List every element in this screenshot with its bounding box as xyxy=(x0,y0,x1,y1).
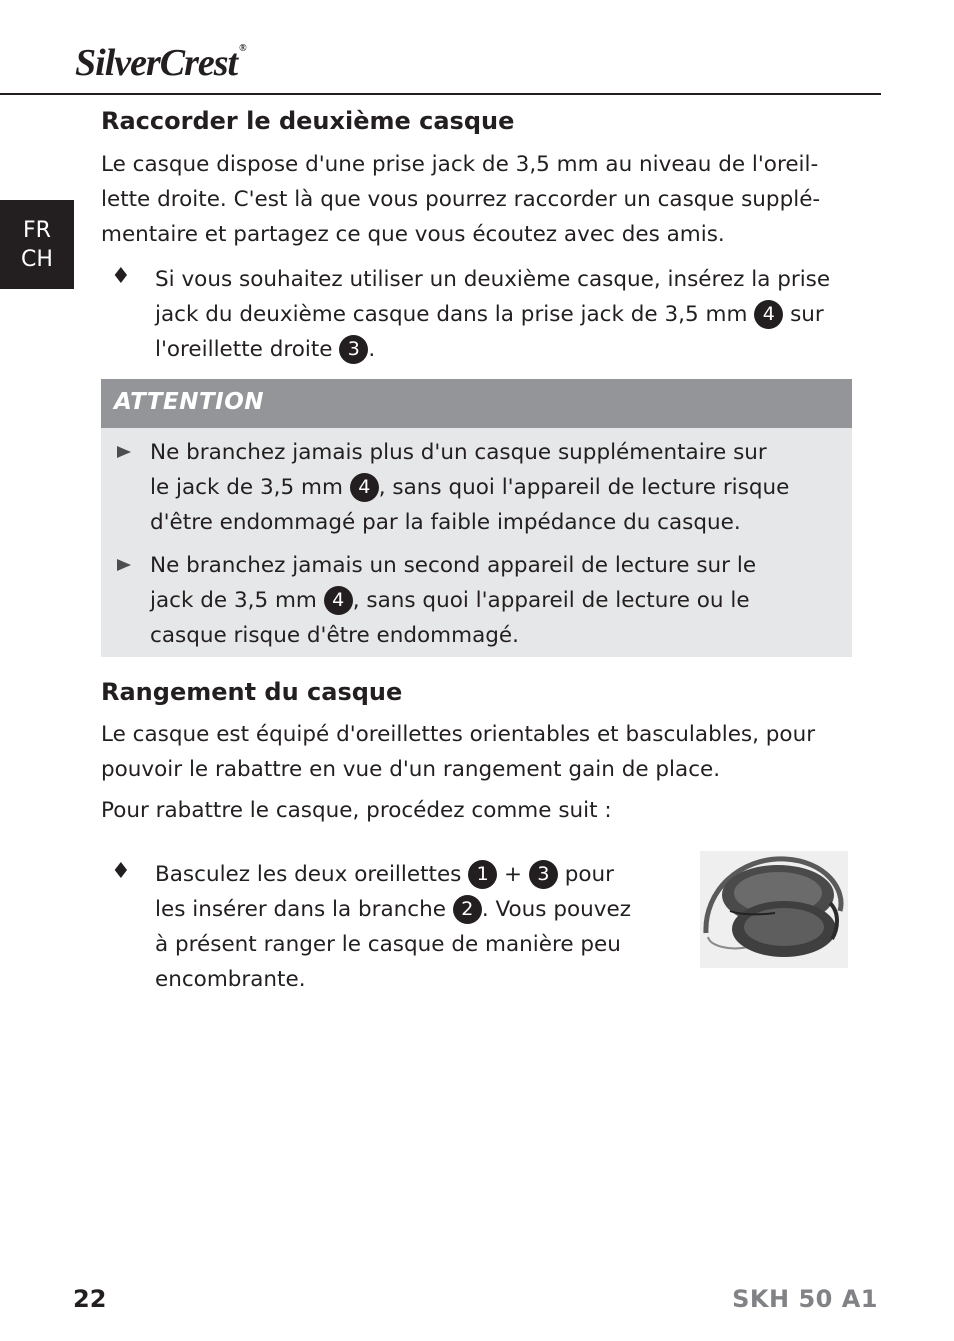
text-line xyxy=(150,470,850,505)
text-line xyxy=(155,297,845,332)
callout-number-badge: 3 xyxy=(529,860,558,889)
text-line xyxy=(150,583,850,618)
text-segment: Basculez les deux oreillettes xyxy=(155,862,469,887)
model-number: SKH 50 A1 xyxy=(732,1285,878,1313)
callout-number-badge: 1 xyxy=(468,860,497,889)
text-segment: , sans quoi l'appareil de lecture ou le xyxy=(352,588,750,613)
attention-warning-box xyxy=(101,379,852,657)
logo-text: SilverCrest xyxy=(75,42,238,84)
language-code-fr: FR xyxy=(23,218,51,243)
header-divider xyxy=(0,93,881,95)
section-heading-storing-headset: Rangement du casque xyxy=(101,678,403,706)
text-line: Ne branchez jamais un second appareil de lecture sur le xyxy=(150,553,757,578)
text-line xyxy=(155,332,845,367)
text-line: Ne branchez jamais plus d'un casque supplémentaire sur xyxy=(150,440,767,465)
folded-headphones-icon xyxy=(700,851,848,968)
text-line: Le casque est équipé d'oreillettes orientables et basculables, pour xyxy=(101,722,816,747)
text-segment: . Vous pouvez xyxy=(481,897,632,922)
diamond-bullet-icon: ♦ xyxy=(111,264,131,289)
section1-bullet-text xyxy=(155,262,845,367)
text-segment: les insérer dans la branche xyxy=(155,897,453,922)
callout-number-badge: 2 xyxy=(453,895,482,924)
text-line: mentaire et partagez ce que vous écoutez avec des amis. xyxy=(101,222,725,247)
text-segment: sur xyxy=(783,302,824,327)
section2-bullet-text xyxy=(155,857,675,997)
text-segment: , sans quoi l'appareil de lecture risque xyxy=(378,475,790,500)
language-code-ch: CH xyxy=(21,247,53,272)
text-segment: l'oreillette droite xyxy=(155,337,340,362)
folded-headphones-image xyxy=(700,851,848,968)
text-line: d'être endommagé par la faible impédance du casque. xyxy=(150,510,741,535)
text-line: Le casque dispose d'une prise jack de 3,5 mm au niveau de l'oreil- xyxy=(101,152,819,177)
text-line: encombrante. xyxy=(155,967,306,992)
attention-title: ATTENTION xyxy=(114,389,265,415)
section2-intro-paragraph xyxy=(101,717,841,787)
text-line xyxy=(155,857,675,892)
text-segment: . xyxy=(368,337,376,362)
language-tab xyxy=(0,200,74,289)
text-line: casque risque d'être endommagé. xyxy=(150,623,519,648)
section2-procedure-text: Pour rabattre le casque, procédez comme suit : xyxy=(101,798,612,823)
callout-number-badge: 4 xyxy=(324,586,353,615)
text-segment: + xyxy=(497,862,529,887)
callout-number-badge: 4 xyxy=(754,300,783,329)
arrow-bullet-icon xyxy=(117,559,131,571)
section-heading-connect-second-headset: Raccorder le deuxième casque xyxy=(101,107,515,135)
text-segment: pour xyxy=(557,862,615,887)
callout-number-badge: 4 xyxy=(350,473,379,502)
logo-registered-mark: ® xyxy=(239,43,246,54)
attention-item xyxy=(150,548,850,653)
arrow-bullet-icon xyxy=(117,446,131,458)
text-segment: jack de 3,5 mm xyxy=(150,588,324,613)
text-line: pouvoir le rabattre en vue d'un rangement gain de place. xyxy=(101,757,721,782)
callout-number-badge: 3 xyxy=(339,335,368,364)
section1-intro-paragraph xyxy=(101,147,841,252)
brand-logo xyxy=(75,44,246,82)
text-line xyxy=(155,892,675,927)
text-segment: le jack de 3,5 mm xyxy=(150,475,350,500)
text-segment: jack du deuxième casque dans la prise jack de 3,5 mm xyxy=(155,302,755,327)
text-line: à présent ranger le casque de manière peu xyxy=(155,932,621,957)
attention-header-bar xyxy=(101,379,852,428)
attention-item xyxy=(150,435,850,540)
text-line: Si vous souhaitez utiliser un deuxième casque, insérez la prise xyxy=(155,267,831,292)
text-line: lette droite. C'est là que vous pourrez raccorder un casque supplé- xyxy=(101,187,821,212)
diamond-bullet-icon: ♦ xyxy=(111,859,131,884)
page-number: 22 xyxy=(73,1285,107,1313)
